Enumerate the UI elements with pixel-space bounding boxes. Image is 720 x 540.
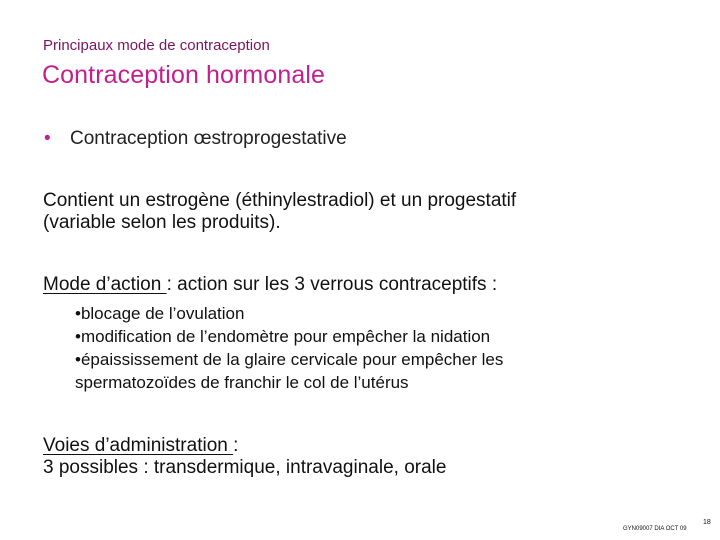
mode-action-text: : action sur les 3 verrous contraceptifs : [166,274,498,295]
slide-supertitle: Principaux mode de contraception [43,37,270,54]
list-item: •modification de l’endomètre pour empêcher la nidation [75,327,491,346]
intro-line: Contient un estrogène (éthinylestradiol) et un progestatif [43,190,517,211]
mode-action-label: Mode d’action [43,274,167,295]
voies-heading [43,435,446,457]
slide-title: Contraception hormonale [42,61,326,89]
bullet-text: Contraception œstroprogestative [70,128,347,149]
mode-action-list [75,302,503,394]
list-item: spermatozoïdes de franchir le col de l’utérus [75,373,409,392]
mode-action-heading [43,274,497,296]
voies-label: Voies d’administration [43,435,234,456]
voies-section [43,435,446,479]
list-item: •blocage de l’ovulation [75,304,245,323]
bullet-icon: • [44,128,51,149]
slide-footer: GYN09007 DIA OCT 09 [623,526,687,532]
page-number: 18 [703,519,711,526]
voies-colon: : [233,435,239,456]
intro-paragraph [43,190,516,234]
intro-line: (variable selon les produits). [43,212,281,233]
list-item: •épaississement de la glaire cervicale pour empêcher les [75,350,504,369]
voies-text: 3 possibles : transdermique, intravaginale, orale [43,457,447,478]
bullet-item [44,128,347,150]
